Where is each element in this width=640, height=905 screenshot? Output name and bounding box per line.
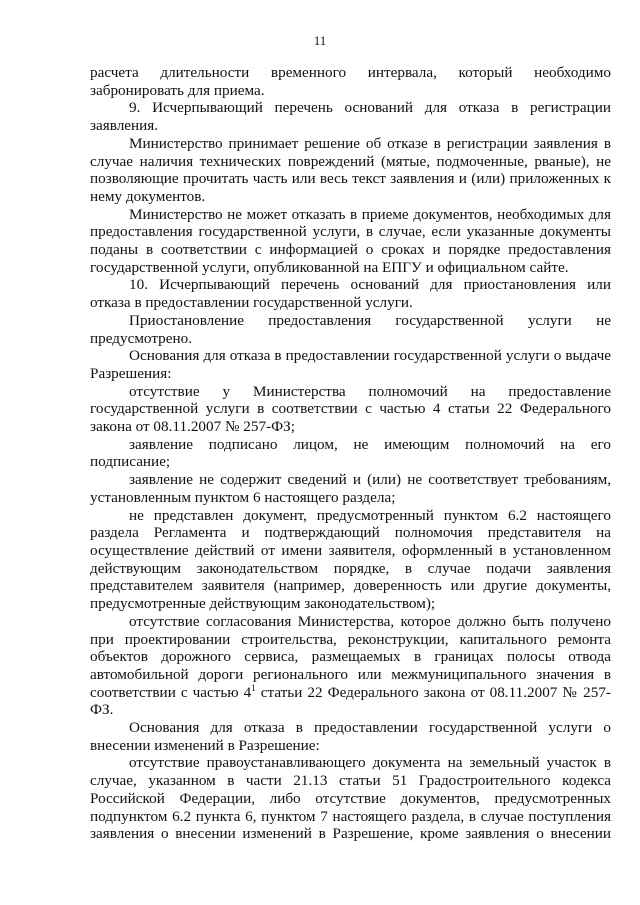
- list-item-unauthorized-signature: заявление подписано лицом, не имеющим полномочий на его подписание;: [90, 435, 611, 471]
- document-body: [90, 64, 611, 843]
- list-item-no-power-of-attorney: не представлен документ, предусмотренный пунктом 6.2 настоящего раздела Регламента и подтверждающий полномочия представителя на осуществление действий от имени заявителя, оформленный в установленном действующим законодательством порядке, в случае подачи заявления представителем заявителя (например, доверенность или другие документы, предусмотренные действующим законодательством);: [90, 506, 611, 613]
- list-item-missing-info: заявление не содержит сведений и (или) не соответствует требованиям, установленным пунктом 6 настоящего раздела;: [90, 471, 611, 506]
- list-item-no-authority: отсутствие у Министерства полномочий на предоставление государственной услуги в соответствии с частью 4 статьи 22 Федерального закона от 08.11.2007 № 257-ФЗ;: [90, 382, 611, 436]
- paragraph-text-part: статьи 22 Федерального закона от 08.11.2007 № 257-ФЗ.: [90, 683, 611, 719]
- page-number: 11: [313, 33, 327, 48]
- paragraph-grounds-permit: Основания для отказа в предоставлении государственной услуги о выдаче Разрешения:: [90, 347, 611, 382]
- list-item-no-land-title: отсутствие правоустанавливающего документа на земельный участок в случае, указанном в части 21.13 статьи 51 Градостроительного кодекса Российской Федерации, либо отсутствие документов, предусмотренных подпунктом 6.2 пункта 6, пунктом 7 настоящего раздела, в случае поступления заявления о внесении изменений в Разрешение, кроме заявления о внесении: [90, 754, 611, 843]
- paragraph-heading-9: 9. Исчерпывающий перечень оснований для отказа в регистрации заявления.: [90, 99, 611, 135]
- paragraph-text-part: отсутствие согласования Министерства, которое должно быть получено при проектировании строительства, реконструкции, капитального ремонта объектов дорожного сервиса, размещаемых в границах полосы отвода автомобильной дороги регионального или межмуниципального значения в соответствии с частью 4: [90, 612, 611, 701]
- paragraph-heading-10: 10. Исчерпывающий перечень оснований для приостановления или отказа в предоставлении государственной услуги.: [90, 276, 611, 312]
- paragraph-no-refusal: Министерство не может отказать в приеме документов, необходимых для предоставления государственной услуги, в случае, если указанные документы поданы в соответствии с информацией о сроках и порядке предоставления государственной услуги, опубликованной на ЕПГУ и официальном сайте.: [90, 205, 611, 276]
- paragraph-registration-refusal: Министерство принимает решение об отказе в регистрации заявления в случае наличия технических повреждений (мятые, подмоченные, рваные), не позволяющие прочитать часть или весь текст заявления и (или) приложенных к нему документов.: [90, 134, 611, 205]
- paragraph-grounds-changes: Основания для отказа в предоставлении государственной услуги о внесении изменений в Разрешение:: [90, 719, 611, 754]
- superscript: 1: [251, 682, 256, 693]
- list-item-no-approval: [90, 613, 611, 719]
- paragraph-suspension: Приостановление предоставления государственной услуги не предусмотрено.: [90, 311, 611, 347]
- paragraph-interval-end: расчета длительности временного интервала, который необходимо забронировать для приема.: [90, 64, 611, 99]
